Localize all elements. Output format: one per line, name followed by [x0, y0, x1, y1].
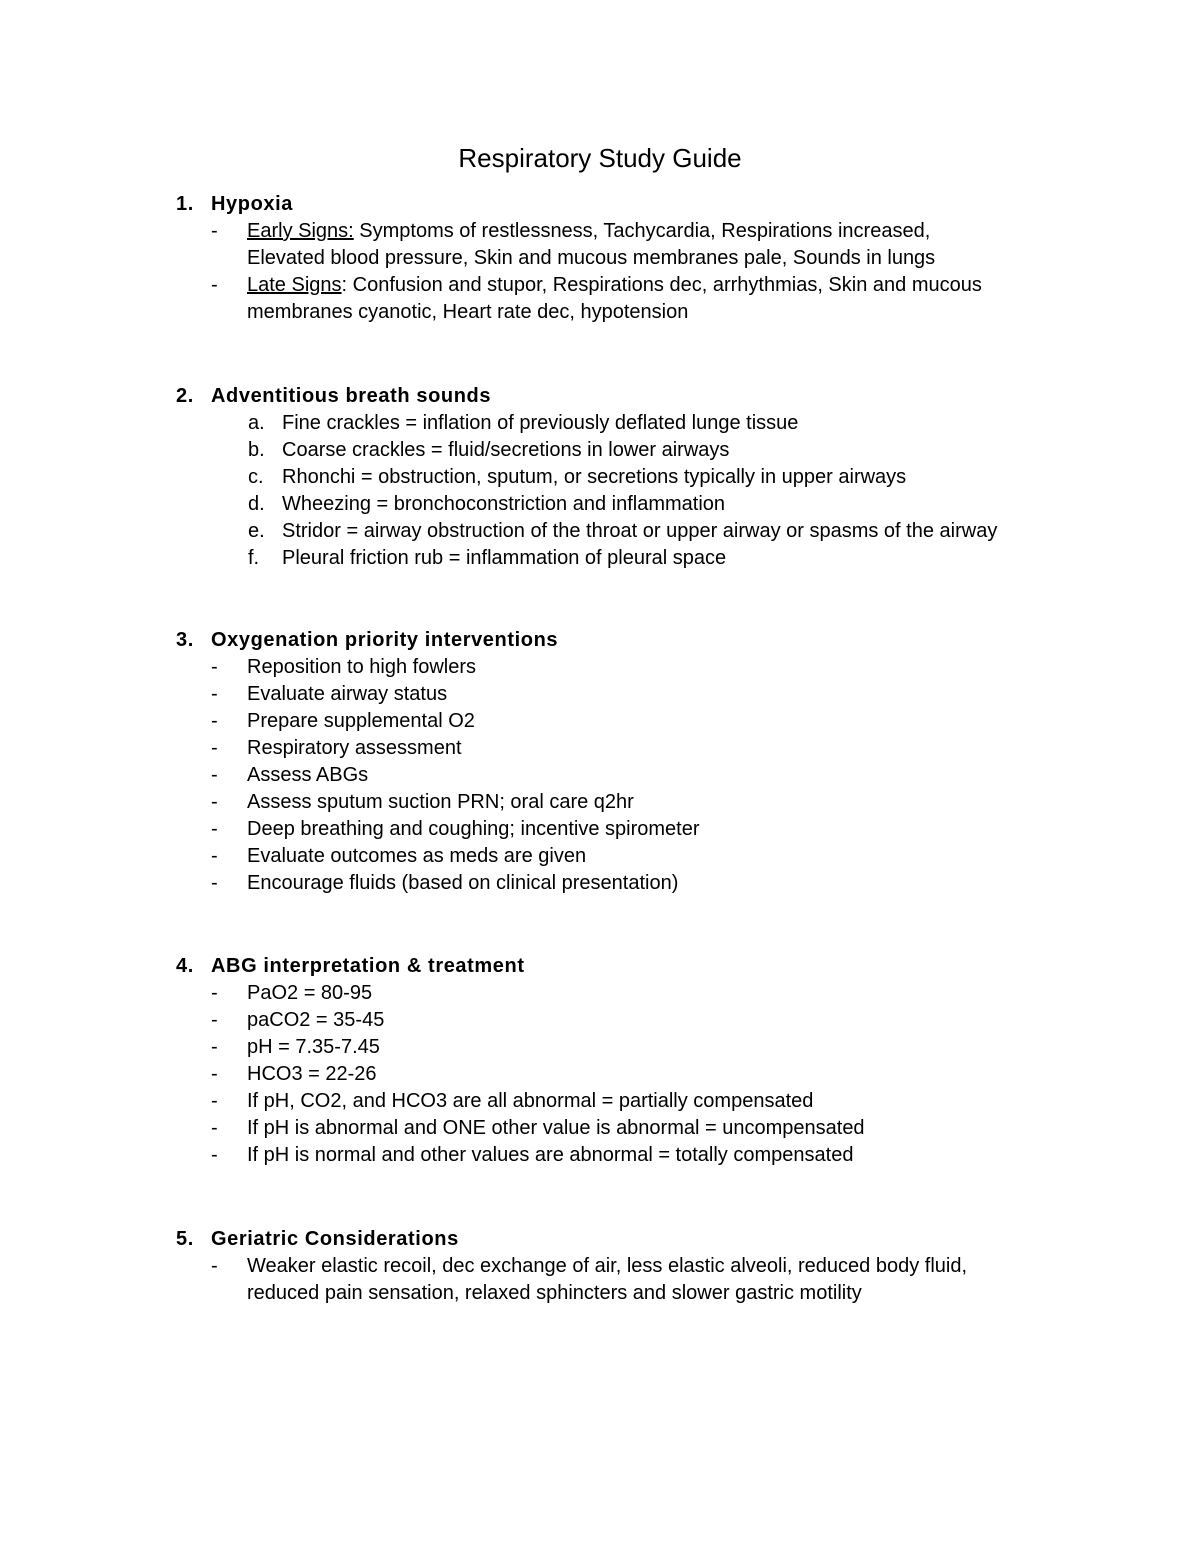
early-signs-text: Symptoms of restlessness, Tachycardia, Respirations increased, [353, 220, 931, 242]
section-heading [176, 1226, 1076, 1253]
list-item [176, 491, 1076, 518]
oxygenation-list [176, 654, 1076, 897]
item-text: PaO2 = 80-95 [247, 982, 373, 1004]
section-title: Oxygenation priority interventions [211, 629, 559, 651]
item-text: Evaluate airway status [247, 683, 448, 705]
item-text: pH = 7.35-7.45 [247, 1036, 380, 1058]
list-item [176, 518, 1076, 545]
section-heading [176, 627, 1076, 654]
list-item [176, 843, 1076, 870]
letter-marker: e. [248, 520, 265, 542]
late-signs-text: : Confusion and stupor, Respirations dec, arrhythmias, Skin and mucous [341, 274, 982, 296]
letter-marker: b. [248, 439, 265, 461]
section-title: Hypoxia [211, 193, 294, 215]
dash-bullet: - [211, 220, 218, 242]
dash-bullet: - [211, 1009, 218, 1031]
section-abg [176, 953, 1076, 1169]
adventitious-list [176, 410, 1076, 572]
list-item [176, 1253, 1076, 1280]
dash-bullet: - [211, 656, 218, 678]
dash-bullet: - [211, 274, 218, 296]
dash-bullet: - [211, 1144, 218, 1166]
list-item [176, 816, 1076, 843]
list-item-continuation [176, 299, 1076, 326]
item-text: Stridor = airway obstruction of the throat or upper airway or spasms of the airway [282, 520, 998, 542]
section-adventitious [176, 383, 1076, 572]
item-text: Weaker elastic recoil, dec exchange of air, less elastic alveoli, reduced body fluid, [247, 1255, 968, 1277]
list-item [176, 437, 1076, 464]
letter-marker: f. [248, 547, 260, 569]
list-item [176, 735, 1076, 762]
late-signs-label: Late Signs [247, 274, 342, 296]
item-text: Prepare supplemental O2 [247, 710, 475, 732]
dash-bullet: - [211, 1036, 218, 1058]
item-text: Evaluate outcomes as meds are given [247, 845, 587, 867]
section-number: 5. [176, 1228, 194, 1250]
item-text: Wheezing = bronchoconstriction and inflammation [282, 493, 726, 515]
early-signs-text-continued: Elevated blood pressure, Skin and mucous membranes pale, Sounds in lungs [247, 247, 936, 269]
dash-bullet: - [211, 683, 218, 705]
item-text: Encourage fluids (based on clinical presentation) [247, 872, 679, 894]
list-item [176, 1115, 1076, 1142]
section-hypoxia [176, 191, 1076, 326]
section-title: Geriatric Considerations [211, 1228, 459, 1250]
hypoxia-list [176, 218, 1076, 326]
item-text: If pH, CO2, and HCO3 are all abnormal = partially compensated [247, 1090, 814, 1112]
section-number: 3. [176, 629, 194, 651]
list-item-late-signs [176, 272, 1076, 299]
abg-list [176, 980, 1076, 1169]
dash-bullet: - [211, 1090, 218, 1112]
dash-bullet: - [211, 710, 218, 732]
geriatric-list [176, 1253, 1076, 1307]
item-text: Fine crackles = inflation of previously deflated lunge tissue [282, 412, 799, 434]
item-text: HCO3 = 22-26 [247, 1063, 377, 1085]
list-item [176, 654, 1076, 681]
list-item [176, 1034, 1076, 1061]
dash-bullet: - [211, 1255, 218, 1277]
list-item [176, 708, 1076, 735]
dash-bullet: - [211, 737, 218, 759]
section-oxygenation [176, 627, 1076, 897]
dash-bullet: - [211, 845, 218, 867]
dash-bullet: - [211, 791, 218, 813]
item-text: Pleural friction rub = inflammation of pleural space [282, 547, 727, 569]
item-text: Reposition to high fowlers [247, 656, 477, 678]
item-text: Assess ABGs [247, 764, 369, 786]
list-item-continuation [176, 1280, 1076, 1307]
dash-bullet: - [211, 1117, 218, 1139]
item-text-continued: reduced pain sensation, relaxed sphincters and slower gastric motility [247, 1282, 862, 1304]
late-signs-text-continued: membranes cyanotic, Heart rate dec, hypotension [247, 301, 689, 323]
list-item [176, 870, 1076, 897]
item-text: Deep breathing and coughing; incentive spirometer [247, 818, 700, 840]
section-heading [176, 383, 1076, 410]
list-item [176, 1007, 1076, 1034]
dash-bullet: - [211, 1063, 218, 1085]
section-number: 4. [176, 955, 194, 977]
section-number: 2. [176, 385, 194, 407]
item-text: Coarse crackles = fluid/secretions in lower airways [282, 439, 730, 461]
item-text: paCO2 = 35-45 [247, 1009, 385, 1031]
section-heading [176, 191, 1076, 218]
list-item-continuation [176, 245, 1076, 272]
list-item [176, 1061, 1076, 1088]
list-item [176, 789, 1076, 816]
section-geriatric [176, 1226, 1076, 1307]
letter-marker: c. [248, 466, 264, 488]
list-item [176, 464, 1076, 491]
list-item [176, 762, 1076, 789]
item-text: Respiratory assessment [247, 737, 462, 759]
letter-marker: d. [248, 493, 265, 515]
section-heading [176, 953, 1076, 980]
item-text: Rhonchi = obstruction, sputum, or secretions typically in upper airways [282, 466, 907, 488]
section-number: 1. [176, 193, 194, 215]
dash-bullet: - [211, 872, 218, 894]
item-text: Assess sputum suction PRN; oral care q2hr [247, 791, 634, 813]
dash-bullet: - [211, 982, 218, 1004]
dash-bullet: - [211, 764, 218, 786]
dash-bullet: - [211, 818, 218, 840]
list-item [176, 1142, 1076, 1169]
item-text: If pH is normal and other values are abnormal = totally compensated [247, 1144, 854, 1166]
section-title: Adventitious breath sounds [211, 385, 492, 407]
list-item [176, 980, 1076, 1007]
list-item [176, 545, 1076, 572]
list-item-early-signs [176, 218, 1076, 245]
section-title: ABG interpretation & treatment [211, 955, 525, 977]
document-title: Respiratory Study Guide [458, 143, 742, 173]
item-text: If pH is abnormal and ONE other value is abnormal = uncompensated [247, 1117, 865, 1139]
list-item [176, 410, 1076, 437]
list-item [176, 681, 1076, 708]
list-item [176, 1088, 1076, 1115]
letter-marker: a. [248, 412, 265, 434]
early-signs-label: Early Signs: [247, 220, 354, 242]
